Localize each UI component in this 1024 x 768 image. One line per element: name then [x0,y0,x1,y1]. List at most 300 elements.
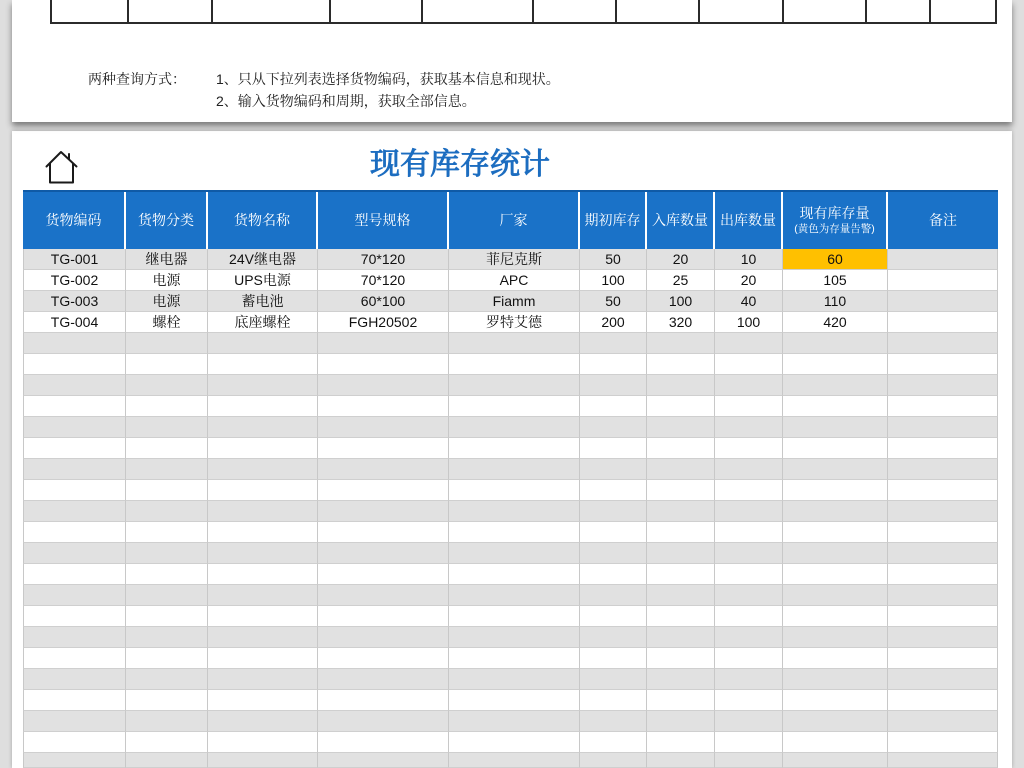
page-title: 现有库存统计 [370,148,550,181]
cell-model-spec[interactable]: 60*100 [318,291,449,312]
cell-goods-code[interactable] [23,459,126,480]
cell-model-spec[interactable]: 70*120 [318,249,449,270]
table-row [23,312,998,333]
cell-goods-name[interactable] [208,732,318,753]
column-header-inbound-qty: 入库数量 [647,192,715,249]
cell-manufacturer[interactable]: APC [449,270,580,291]
cell-inbound-qty[interactable] [647,480,715,501]
empty-table-row [23,501,998,522]
cell-remarks[interactable] [888,333,998,354]
query-table-cell[interactable] [423,0,534,24]
cell-remarks[interactable] [888,711,998,732]
cell-goods-code[interactable] [23,585,126,606]
inventory-table [23,190,998,768]
cell-current-stock[interactable] [783,417,888,438]
home-icon[interactable] [45,150,78,184]
cell-goods-name[interactable] [208,438,318,459]
cell-inbound-qty[interactable] [647,669,715,690]
query-methods-label: 两种查询方式： [88,71,186,87]
cell-current-stock[interactable]: 60 [783,249,888,270]
empty-table-row [23,711,998,732]
cell-inbound-qty[interactable] [647,585,715,606]
cell-opening-stock[interactable] [580,459,647,480]
cell-goods-name[interactable] [208,354,318,375]
cell-model-spec[interactable]: 70*120 [318,270,449,291]
cell-goods-code[interactable] [23,564,126,585]
empty-table-row [23,753,998,768]
cell-model-spec[interactable] [318,690,449,711]
column-header-current-stock [783,192,888,249]
cell-goods-category[interactable] [126,459,208,480]
cell-remarks[interactable] [888,291,998,312]
cell-goods-category[interactable]: 继电器 [126,249,208,270]
cell-goods-code[interactable] [23,543,126,564]
cell-goods-category[interactable] [126,606,208,627]
cell-manufacturer[interactable] [449,711,580,732]
cell-goods-name[interactable] [208,501,318,522]
cell-inbound-qty[interactable] [647,438,715,459]
cell-remarks[interactable] [888,501,998,522]
cell-model-spec[interactable] [318,669,449,690]
cell-remarks[interactable] [888,417,998,438]
cell-manufacturer[interactable] [449,585,580,606]
empty-table-row [23,543,998,564]
cell-opening-stock[interactable]: 200 [580,312,647,333]
cell-opening-stock[interactable] [580,669,647,690]
cell-goods-name[interactable] [208,648,318,669]
cell-current-stock[interactable] [783,396,888,417]
empty-table-row [23,333,998,354]
cell-opening-stock[interactable] [580,585,647,606]
cell-goods-category[interactable] [126,543,208,564]
cell-opening-stock[interactable]: 50 [580,291,647,312]
cell-manufacturer[interactable] [449,354,580,375]
query-table-cell[interactable] [129,0,213,24]
cell-goods-category[interactable] [126,627,208,648]
cell-manufacturer[interactable] [449,417,580,438]
cell-goods-category[interactable] [126,480,208,501]
cell-goods-category[interactable] [126,711,208,732]
cell-model-spec[interactable] [318,501,449,522]
cell-goods-category[interactable] [126,375,208,396]
cell-current-stock[interactable] [783,480,888,501]
cell-outbound-qty[interactable] [715,648,783,669]
cell-opening-stock[interactable]: 100 [580,270,647,291]
cell-opening-stock[interactable] [580,438,647,459]
cell-goods-category[interactable] [126,732,208,753]
cell-goods-name[interactable] [208,564,318,585]
cell-model-spec[interactable] [318,543,449,564]
cell-outbound-qty[interactable] [715,690,783,711]
cell-outbound-qty[interactable] [715,669,783,690]
cell-model-spec[interactable] [318,480,449,501]
cell-current-stock[interactable] [783,522,888,543]
cell-opening-stock[interactable] [580,333,647,354]
cell-inbound-qty[interactable] [647,417,715,438]
cell-current-stock[interactable] [783,543,888,564]
cell-model-spec[interactable] [318,417,449,438]
cell-opening-stock[interactable]: 50 [580,249,647,270]
cell-outbound-qty[interactable] [715,459,783,480]
cell-manufacturer[interactable] [449,690,580,711]
cell-outbound-qty[interactable] [715,375,783,396]
cell-current-stock[interactable] [783,585,888,606]
cell-remarks[interactable] [888,543,998,564]
cell-goods-name[interactable]: 底座螺栓 [208,312,318,333]
cell-current-stock[interactable] [783,753,888,768]
cell-goods-category[interactable] [126,354,208,375]
cell-model-spec[interactable] [318,711,449,732]
cell-manufacturer[interactable] [449,669,580,690]
cell-manufacturer[interactable] [449,753,580,768]
cell-goods-category[interactable] [126,669,208,690]
cell-goods-category[interactable]: 螺栓 [126,312,208,333]
cell-current-stock[interactable] [783,438,888,459]
cell-inbound-qty[interactable] [647,711,715,732]
cell-goods-name[interactable] [208,606,318,627]
column-header-manufacturer: 厂家 [449,192,580,249]
cell-goods-name[interactable] [208,396,318,417]
cell-goods-name[interactable] [208,585,318,606]
cell-inbound-qty[interactable] [647,333,715,354]
cell-current-stock[interactable]: 105 [783,270,888,291]
cell-model-spec[interactable] [318,606,449,627]
cell-goods-category[interactable] [126,690,208,711]
cell-goods-category[interactable] [126,648,208,669]
cell-remarks[interactable] [888,312,998,333]
cell-opening-stock[interactable] [580,522,647,543]
cell-outbound-qty[interactable] [715,543,783,564]
cell-outbound-qty[interactable] [715,501,783,522]
cell-inbound-qty[interactable] [647,501,715,522]
cell-current-stock[interactable] [783,669,888,690]
wall-outline [50,164,73,183]
cell-goods-category[interactable] [126,417,208,438]
query-table-cell[interactable] [784,0,867,24]
cell-goods-code[interactable] [23,627,126,648]
cell-remarks[interactable] [888,627,998,648]
table-header-row [23,190,998,249]
cell-inbound-qty[interactable] [647,648,715,669]
empty-table-row [23,396,998,417]
cell-outbound-qty[interactable] [715,333,783,354]
column-header-current-stock-note: (黄色为存量告警) [794,223,875,235]
cell-inbound-qty[interactable]: 25 [647,270,715,291]
cell-opening-stock[interactable] [580,396,647,417]
query-table-cell[interactable] [331,0,423,24]
cell-outbound-qty[interactable] [715,711,783,732]
cell-manufacturer[interactable] [449,564,580,585]
cell-outbound-qty[interactable]: 40 [715,291,783,312]
cell-current-stock[interactable] [783,732,888,753]
cell-remarks[interactable] [888,648,998,669]
cell-outbound-qty[interactable] [715,606,783,627]
query-table-cell[interactable] [50,0,129,24]
cell-goods-code[interactable] [23,711,126,732]
cell-remarks[interactable] [888,669,998,690]
table-row [23,270,998,291]
cell-manufacturer[interactable] [449,648,580,669]
cell-current-stock[interactable] [783,375,888,396]
cell-remarks[interactable] [888,732,998,753]
cell-current-stock[interactable]: 420 [783,312,888,333]
query-method-2: 2、输入货物编码和周期，获取全部信息。 [216,93,476,109]
cell-current-stock[interactable] [783,354,888,375]
cell-inbound-qty[interactable] [647,543,715,564]
cell-inbound-qty[interactable] [647,564,715,585]
cell-model-spec[interactable] [318,396,449,417]
cell-opening-stock[interactable] [580,753,647,768]
cell-goods-category[interactable]: 电源 [126,270,208,291]
cell-opening-stock[interactable] [580,627,647,648]
query-table-cell[interactable] [931,0,997,24]
cell-manufacturer[interactable] [449,501,580,522]
cell-manufacturer[interactable]: 菲尼克斯 [449,249,580,270]
cell-goods-category[interactable]: 电源 [126,291,208,312]
cell-remarks[interactable] [888,522,998,543]
empty-table-row [23,459,998,480]
cell-opening-stock[interactable] [580,417,647,438]
cell-manufacturer[interactable]: Fiamm [449,291,580,312]
cell-inbound-qty[interactable]: 100 [647,291,715,312]
empty-table-row [23,417,998,438]
cell-goods-code[interactable] [23,732,126,753]
cell-opening-stock[interactable] [580,564,647,585]
empty-table-row [23,480,998,501]
cell-current-stock[interactable]: 110 [783,291,888,312]
cell-inbound-qty[interactable]: 20 [647,249,715,270]
cell-goods-name[interactable] [208,753,318,768]
cell-outbound-qty[interactable] [715,564,783,585]
cell-manufacturer[interactable] [449,480,580,501]
cell-current-stock[interactable] [783,564,888,585]
empty-table-row [23,522,998,543]
cell-manufacturer[interactable] [449,732,580,753]
cell-manufacturer[interactable] [449,396,580,417]
cell-manufacturer[interactable] [449,333,580,354]
query-table-cell[interactable] [617,0,700,24]
cell-model-spec[interactable] [318,753,449,768]
cell-goods-code[interactable] [23,501,126,522]
empty-table-row [23,606,998,627]
cell-opening-stock[interactable] [580,606,647,627]
cell-opening-stock[interactable] [580,732,647,753]
cell-goods-code[interactable] [23,396,126,417]
cell-goods-name[interactable] [208,417,318,438]
cell-model-spec[interactable] [318,522,449,543]
query-table-cell[interactable] [867,0,931,24]
query-method-1: 1、只从下拉列表选择货物编码，获取基本信息和现状。 [216,71,560,87]
cell-current-stock[interactable] [783,606,888,627]
cell-inbound-qty[interactable] [647,690,715,711]
cell-goods-name[interactable] [208,711,318,732]
cell-outbound-qty[interactable]: 100 [715,312,783,333]
cell-goods-code[interactable] [23,690,126,711]
cell-remarks[interactable] [888,480,998,501]
cell-current-stock[interactable] [783,627,888,648]
cell-inbound-qty[interactable] [647,627,715,648]
cell-opening-stock[interactable] [580,501,647,522]
cell-inbound-qty[interactable] [647,459,715,480]
cell-remarks[interactable] [888,606,998,627]
cell-model-spec[interactable] [318,333,449,354]
cell-goods-code[interactable] [23,606,126,627]
cell-manufacturer[interactable] [449,543,580,564]
cell-remarks[interactable] [888,564,998,585]
cell-goods-code[interactable] [23,480,126,501]
cell-goods-code[interactable]: TG-004 [23,312,126,333]
cell-manufacturer[interactable] [449,606,580,627]
cell-manufacturer[interactable] [449,438,580,459]
cell-goods-code[interactable] [23,522,126,543]
cell-outbound-qty[interactable] [715,354,783,375]
empty-table-row [23,732,998,753]
cell-remarks[interactable] [888,270,998,291]
cell-goods-code[interactable]: TG-003 [23,291,126,312]
cell-goods-name[interactable] [208,522,318,543]
cell-goods-name[interactable] [208,459,318,480]
cell-model-spec[interactable] [318,354,449,375]
cell-model-spec[interactable] [318,627,449,648]
cell-remarks[interactable] [888,690,998,711]
cell-inbound-qty[interactable] [647,606,715,627]
cell-inbound-qty[interactable] [647,375,715,396]
cell-goods-code[interactable] [23,333,126,354]
cell-goods-name[interactable] [208,480,318,501]
cell-opening-stock[interactable] [580,354,647,375]
cell-model-spec[interactable] [318,648,449,669]
cell-goods-name[interactable] [208,627,318,648]
cell-goods-name[interactable]: 蓄电池 [208,291,318,312]
cell-outbound-qty[interactable] [715,438,783,459]
cell-goods-name[interactable] [208,375,318,396]
cell-goods-name[interactable] [208,333,318,354]
cell-inbound-qty[interactable] [647,396,715,417]
cell-current-stock[interactable] [783,690,888,711]
cell-remarks[interactable] [888,249,998,270]
cell-outbound-qty[interactable] [715,522,783,543]
column-header-goods-category: 货物分类 [126,192,208,249]
cell-manufacturer[interactable] [449,459,580,480]
cell-opening-stock[interactable] [580,690,647,711]
cell-goods-code[interactable]: TG-002 [23,270,126,291]
cell-goods-name[interactable] [208,543,318,564]
cell-goods-category[interactable] [126,753,208,768]
cell-model-spec[interactable] [318,564,449,585]
cell-remarks[interactable] [888,438,998,459]
query-panel [12,0,1012,122]
cell-outbound-qty[interactable] [715,585,783,606]
cell-goods-category[interactable] [126,396,208,417]
cell-manufacturer[interactable] [449,627,580,648]
cell-goods-name[interactable] [208,690,318,711]
cell-current-stock[interactable] [783,333,888,354]
cell-opening-stock[interactable] [580,543,647,564]
cell-goods-code[interactable] [23,417,126,438]
empty-table-row [23,354,998,375]
cell-model-spec[interactable]: FGH20502 [318,312,449,333]
cell-current-stock[interactable] [783,648,888,669]
cell-goods-category[interactable] [126,522,208,543]
inventory-panel [12,131,1012,768]
cell-goods-category[interactable] [126,564,208,585]
query-table-cell[interactable] [213,0,331,24]
cell-opening-stock[interactable] [580,480,647,501]
cell-outbound-qty[interactable]: 10 [715,249,783,270]
cell-current-stock[interactable] [783,711,888,732]
cell-model-spec[interactable] [318,375,449,396]
cell-model-spec[interactable] [318,459,449,480]
column-header-goods-name: 货物名称 [208,192,318,249]
cell-outbound-qty[interactable] [715,480,783,501]
cell-manufacturer[interactable] [449,375,580,396]
cell-remarks[interactable] [888,753,998,768]
cell-remarks[interactable] [888,585,998,606]
cell-outbound-qty[interactable] [715,396,783,417]
cell-goods-code[interactable] [23,438,126,459]
cell-outbound-qty[interactable] [715,753,783,768]
cell-goods-name[interactable] [208,669,318,690]
cell-goods-category[interactable] [126,333,208,354]
cell-inbound-qty[interactable]: 320 [647,312,715,333]
cell-goods-code[interactable]: TG-001 [23,249,126,270]
cell-goods-category[interactable] [126,585,208,606]
cell-goods-code[interactable] [23,375,126,396]
table-row [23,291,998,312]
cell-goods-name[interactable]: UPS电源 [208,270,318,291]
cell-opening-stock[interactable] [580,711,647,732]
cell-outbound-qty[interactable] [715,627,783,648]
cell-opening-stock[interactable] [580,375,647,396]
empty-table-row [23,690,998,711]
cell-goods-name[interactable]: 24V继电器 [208,249,318,270]
cell-model-spec[interactable] [318,732,449,753]
query-table-cell[interactable] [534,0,617,24]
cell-current-stock[interactable] [783,501,888,522]
column-header-outbound-qty: 出库数量 [715,192,783,249]
cell-goods-category[interactable] [126,501,208,522]
cell-manufacturer[interactable] [449,522,580,543]
cell-inbound-qty[interactable] [647,753,715,768]
cell-outbound-qty[interactable] [715,417,783,438]
query-table-cell[interactable] [700,0,784,24]
column-header-model-spec: 型号规格 [318,192,449,249]
cell-manufacturer[interactable]: 罗特艾德 [449,312,580,333]
cell-remarks[interactable] [888,375,998,396]
cell-model-spec[interactable] [318,438,449,459]
cell-outbound-qty[interactable]: 20 [715,270,783,291]
cell-current-stock[interactable] [783,459,888,480]
cell-goods-code[interactable] [23,669,126,690]
cell-goods-code[interactable] [23,753,126,768]
cell-goods-code[interactable] [23,648,126,669]
cell-inbound-qty[interactable] [647,522,715,543]
cell-opening-stock[interactable] [580,648,647,669]
cell-inbound-qty[interactable] [647,354,715,375]
table-body [23,249,998,768]
cell-model-spec[interactable] [318,585,449,606]
cell-remarks[interactable] [888,396,998,417]
cell-remarks[interactable] [888,354,998,375]
empty-table-row [23,627,998,648]
cell-outbound-qty[interactable] [715,732,783,753]
cell-inbound-qty[interactable] [647,732,715,753]
cell-goods-code[interactable] [23,354,126,375]
cell-remarks[interactable] [888,459,998,480]
empty-table-row [23,648,998,669]
empty-table-row [23,585,998,606]
cell-goods-category[interactable] [126,438,208,459]
